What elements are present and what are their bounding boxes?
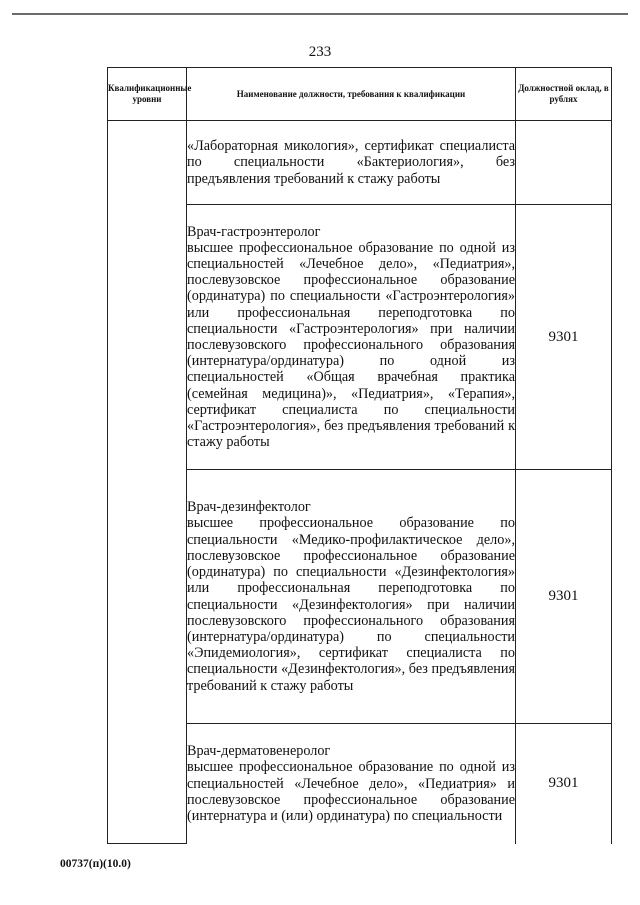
- position-description: [187, 121, 516, 205]
- position-requirements: высшее профессиональное образование по одной из специальностей «Лечебное дело», «Педиатрия» и послевузовское профессиональное образование (интернатура и (или) ординатура) по специальности: [187, 759, 515, 825]
- table-header-row: [108, 68, 612, 121]
- salary-cell: 9301: [516, 470, 612, 724]
- qualification-table: [107, 67, 612, 844]
- position-description: [187, 470, 516, 724]
- document-code: 00737(п)(10.0): [60, 858, 131, 870]
- position-requirements: высшее профессиональное образование по специальности «Медико-профилактическое дело», послевузовское профессиональное образование (ординатура) по специальности «Дезинфектология» или профессиональная переподготовка по специальности «Дезинфектология» при наличии послевузовского профессионального образования (интернатура/ординатура) по специальности «Эпидемиология», сертификат специалиста по специальности «Дезинфектология», без предъявления требований к стажу работы: [187, 515, 515, 694]
- salary-cell: [516, 121, 612, 205]
- top-rule: [12, 13, 628, 15]
- page-number: 233: [308, 44, 332, 60]
- levels-cell: [108, 121, 187, 844]
- header-qualification-levels: Квалификационные уровни: [108, 68, 187, 121]
- table-row: [108, 121, 612, 205]
- position-description: [187, 724, 516, 844]
- position-requirements: высшее профессиональное образование по одной из специальностей «Лечебное дело», «Педиатрия», послевузовское профессиональное образование (ординатура) по специальности «Гастроэнтерология» или профессиональная переподготовка по специальности «Гастроэнтерология» при наличии послевузовского профессионального образования (интернатура/ординатура) по одной из специальностей «Общая врачебная практика (семейная медицина)», «Педиатрия», «Терапия», сертификат специалиста по специальности «Гастроэнтерология», без предъявления требований к стажу работы: [187, 239, 515, 451]
- position-title: Врач-дезинфектолог: [187, 499, 311, 516]
- position-title: Врач-дерматовенеролог: [187, 743, 331, 760]
- header-position-name: Наименование должности, требования к квалификации: [187, 68, 516, 121]
- header-salary: Должностной оклад, в рублях: [516, 68, 612, 121]
- position-title: Врач-гастроэнтеролог: [187, 223, 321, 240]
- position-requirements: «Лабораторная микология», сертификат специалиста по специальности «Бактериология», без предъявления требований к стажу работы: [187, 138, 515, 187]
- position-description: [187, 205, 516, 470]
- salary-cell: 9301: [516, 724, 612, 844]
- salary-cell: 9301: [516, 205, 612, 470]
